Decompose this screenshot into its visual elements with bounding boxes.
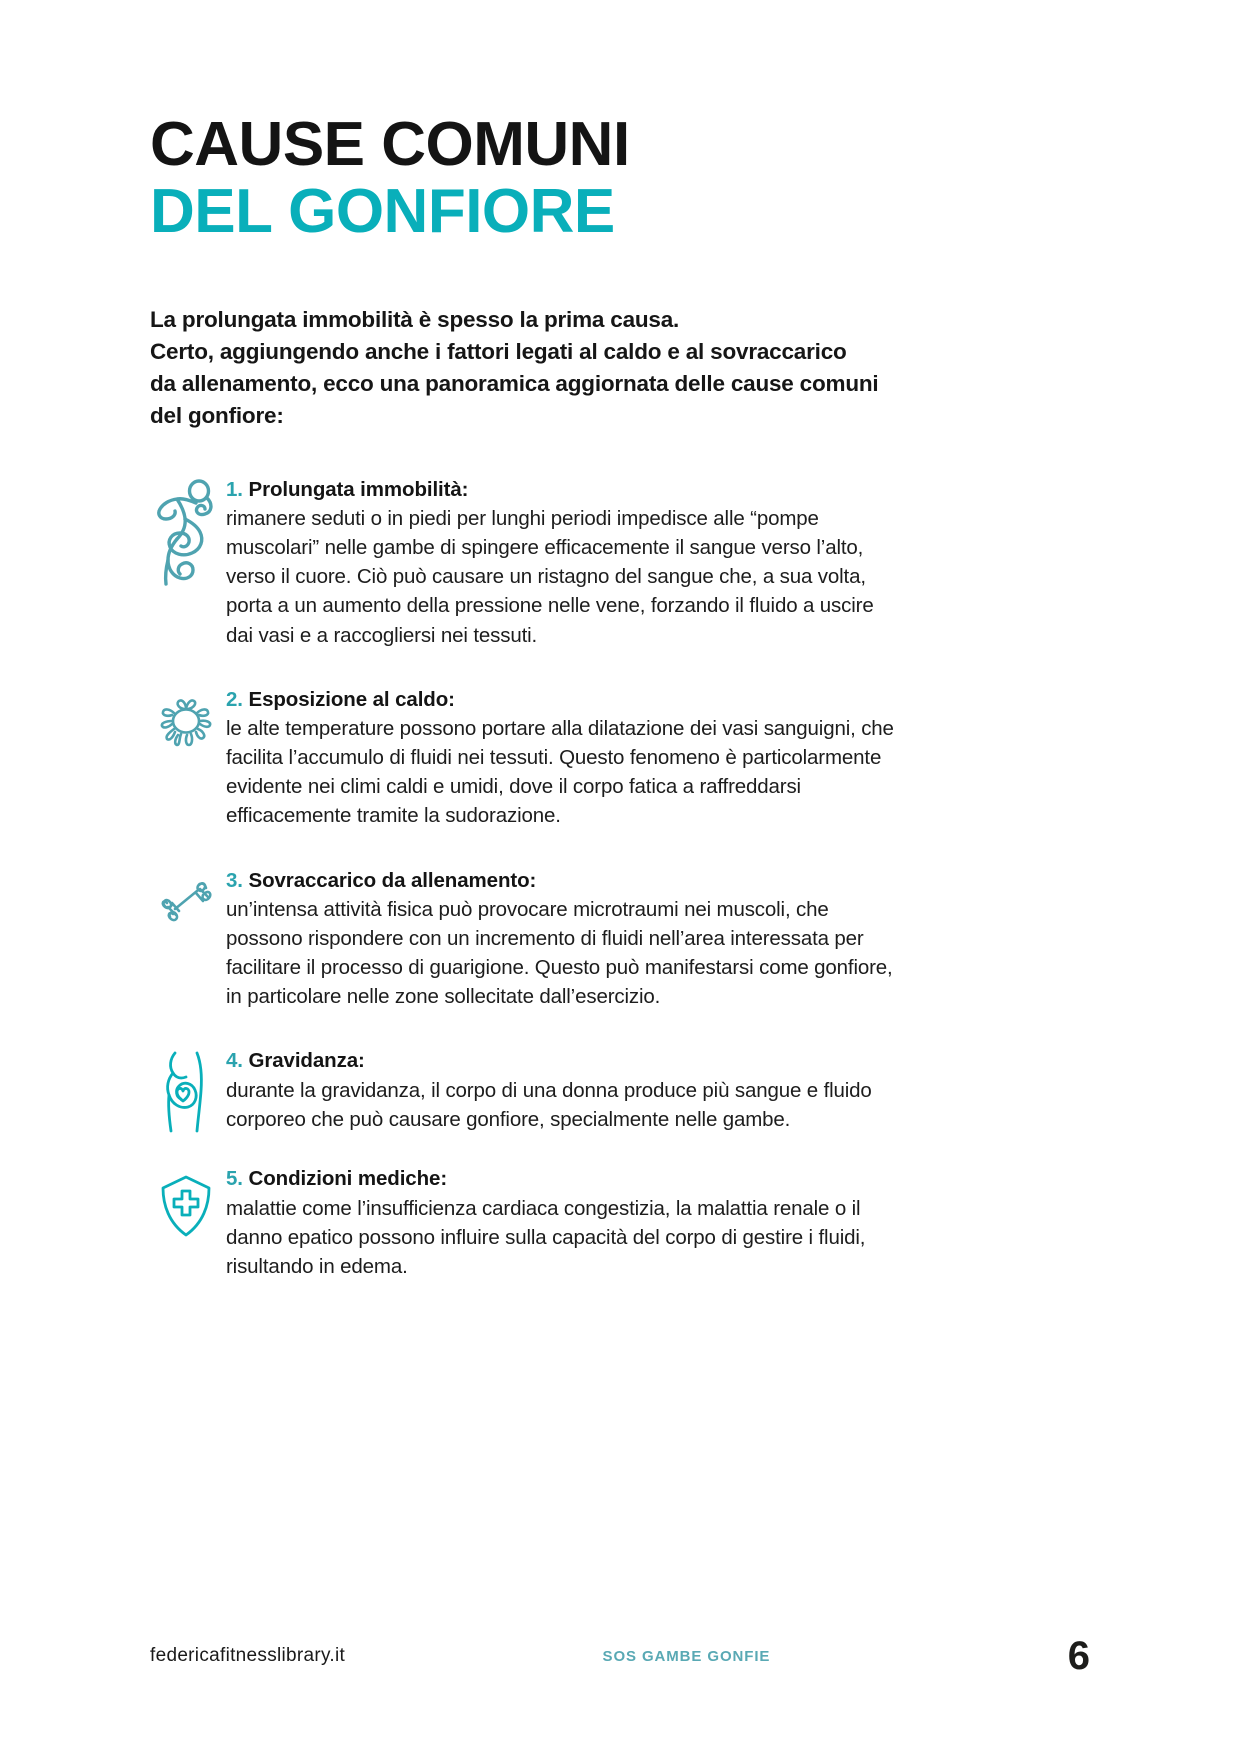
list-item-number: 4. [226,1049,243,1073]
list-item-number: 3. [226,868,243,892]
text-line: efficacemente tramite la sudorazione. [226,804,561,828]
text-line: danno epatico possono influire sulla capacità del corpo di gestire i fluidi, [226,1226,866,1250]
page-footer [150,1636,1090,1676]
text-line: rimanere seduti o in piedi per lunghi periodi impedisce alle “pompe [226,507,819,531]
list-item-title: Sovraccarico da allenamento: [248,868,537,892]
title-line-2: DEL GONFIORE [150,176,615,246]
text-line: in particolare nelle zone sollecitate dall’esercizio. [226,985,661,1009]
list-item-number: 5. [226,1167,243,1191]
text-line: muscolari” nelle gambe di spingere efficacemente il sangue verso l’alto, [226,536,864,560]
text-line: malattie come l’insufficienza cardiaca congestizia, la malattia renale o il [226,1196,861,1220]
text-line: dai vasi e a raccogliersi nei tessuti. [226,623,538,647]
list-item [150,476,1090,650]
text-line: le alte temperature possono portare alla dilatazione dei vasi sanguigni, che [226,717,894,741]
list-item [150,1165,1090,1281]
text-line: corporeo che può causare gonfiore, specialmente nelle gambe. [226,1108,791,1132]
page-title [150,0,1090,246]
title-line-1: CAUSE COMUNI [150,110,630,179]
list-item-number: 1. [226,477,243,501]
causes-list [150,476,1090,1282]
text-line: un’intensa attività fisica può provocare microtraumi nei muscoli, che [226,898,829,922]
dumbbell-icon [150,867,222,927]
list-item-title: Esposizione al caldo: [248,687,455,711]
text-line: facilitare il processo di guarigione. Questo può manifestarsi come gonfiore, [226,956,893,980]
intro-line-3: da allenamento, ecco una panoramica aggiornata delle cause comuni [150,370,879,396]
intro-line-1: La prolungata immobilità è spesso la prima causa. [150,306,680,332]
text-line: possono rispondere con un incremento di fluidi nell’area interessata per [226,927,864,951]
list-item-title: Prolungata immobilità: [248,477,469,501]
list-item [150,1047,1090,1135]
list-item-title: Gravidanza: [248,1049,365,1073]
list-item-heading [226,1047,1090,1074]
list-item-text [226,1076,986,1134]
list-item-text [226,714,986,830]
list-item-body [222,476,1090,650]
list-item [150,867,1090,1012]
list-item-text [226,504,986,650]
text-line: porta a un aumento della pressione nelle vene, forzando il fluido a uscire [226,594,874,618]
text-line: evidente nei climi caldi e umidi, dove il corpo fatica a raffreddarsi [226,775,801,799]
page-number: 6 [1067,1634,1090,1678]
list-item-heading [226,1165,1090,1192]
intro-line-2: Certo, aggiungendo anche i fattori legati al caldo e al sovraccarico [150,338,847,364]
list-item-heading [226,686,1090,713]
list-item-body [222,1047,1090,1134]
list-item-body [222,686,1090,831]
footer-website: federicafitnesslibrary.it [150,1645,346,1666]
running-figure-icon [150,476,222,590]
list-item-heading [226,476,1090,503]
list-item-heading [226,867,1090,894]
list-item-number: 2. [226,687,243,711]
list-item-title: Condizioni mediche: [248,1167,448,1191]
text-line: facilita l’accumulo di fluidi nei tessuti. Questo fenomeno è particolarmente [226,746,882,770]
pregnant-belly-icon [150,1047,222,1135]
list-item-text [226,895,986,1011]
text-line: risultando in edema. [226,1255,408,1279]
footer-section-label: SOS GAMBE GONFIE [602,1647,771,1665]
text-line: verso il cuore. Ciò può causare un ristagno del sangue che, a sua volta, [226,565,866,589]
sun-icon [150,686,222,752]
list-item-text [226,1194,986,1281]
intro-paragraph [150,304,980,432]
list-item-body [222,867,1090,1012]
list-item [150,686,1090,831]
intro-line-4: del gonfiore: [150,402,284,428]
text-line: durante la gravidanza, il corpo di una donna produce più sangue e fluido [226,1078,872,1102]
medical-shield-icon [150,1165,222,1239]
list-item-body [222,1165,1090,1281]
